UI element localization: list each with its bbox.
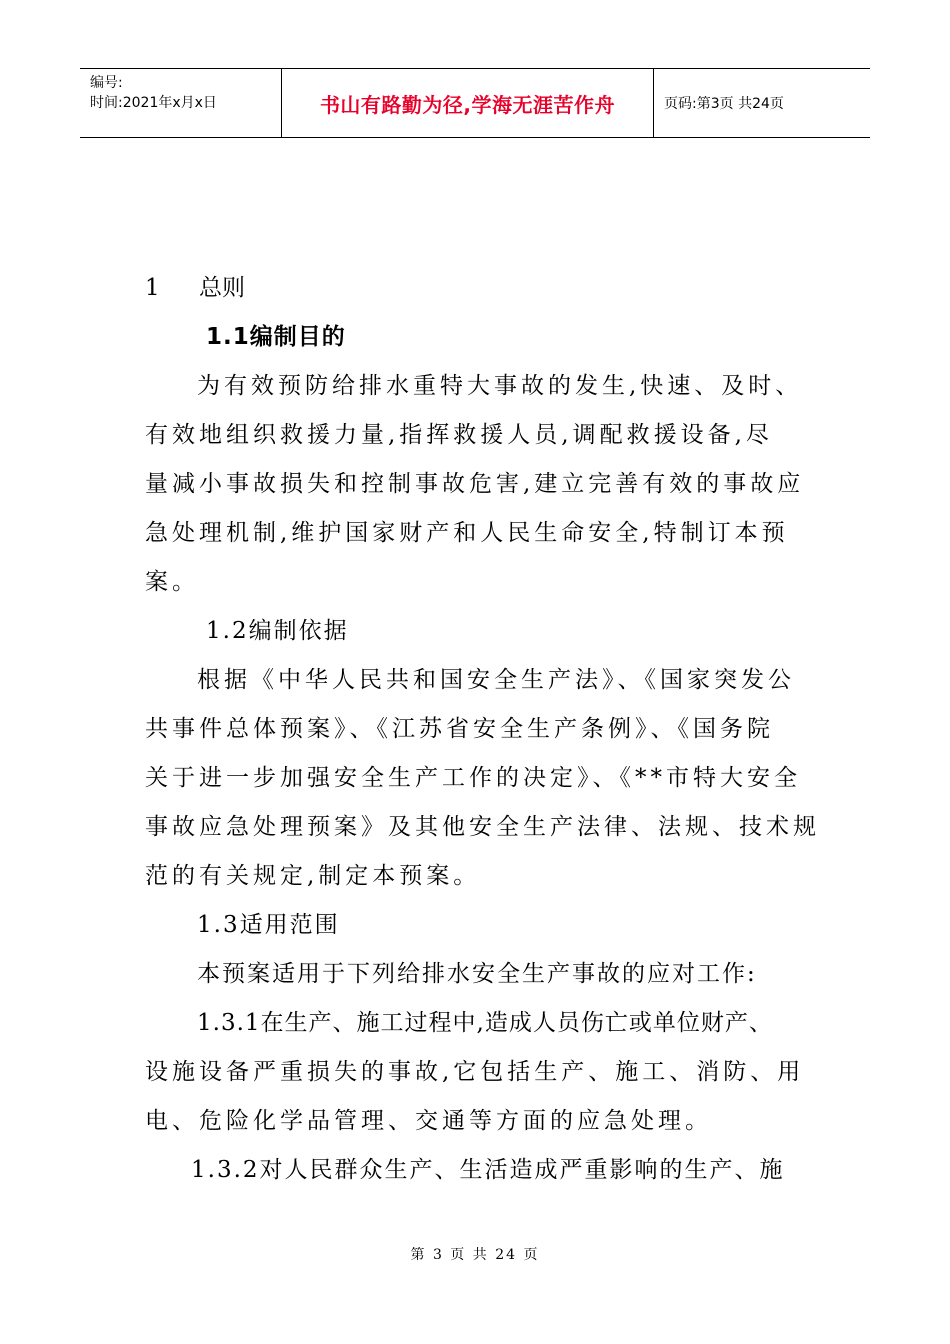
paragraph-line: 案。 [145, 569, 199, 595]
paragraph-line: 1.3.2对人民群众生产、生活造成严重影响的生产、施 [191, 1157, 785, 1183]
paragraph-line: 本预案适用于下列给排水安全生产事故的应对工作: [197, 961, 757, 987]
document-number-label: 编号: [90, 75, 123, 91]
page-footer: 第 3 页 共 24 页 [410, 1247, 540, 1263]
section-heading-1 [145, 264, 845, 313]
paragraph-line: 事故应急处理预案》及其他安全生产法律、法规、技术规 [145, 814, 820, 840]
document-time-label: 时间:2021年x月x日 [90, 95, 217, 111]
paragraph-line: 1.3.1在生产、施工过程中,造成人员伤亡或单位财产、 [197, 1010, 773, 1036]
section-title: 总则 [199, 275, 245, 301]
subsection-heading: 1.3适用范围 [197, 912, 340, 938]
subsection-heading: 1.1编制目的 [206, 324, 346, 350]
paragraph-line: 共事件总体预案》、《江苏省安全生产条例》、《国务院 [145, 716, 774, 742]
section-number: 1 [145, 275, 160, 301]
paragraph-line: 急处理机制,维护国家财产和人民生命安全,特制订本预 [145, 520, 789, 546]
paragraph-line: 电、危险化学品管理、交通等方面的应急处理。 [145, 1108, 712, 1134]
subsection-heading: 1.2编制依据 [206, 618, 349, 644]
paragraph-line: 设施设备严重损失的事故,它包括生产、施工、消防、用 [145, 1059, 805, 1085]
paragraph-line: 关于进一步加强安全生产工作的决定》、《**市特大安全 [145, 765, 801, 791]
header-meta [80, 69, 282, 137]
paragraph-line: 根据《中华人民共和国安全生产法》、《国家突发公 [197, 667, 795, 693]
header-motto: 书山有路勤为径,学海无涯苦作舟 [282, 69, 654, 137]
page-header [80, 68, 870, 138]
paragraph-line: 范的有关规定,制定本预案。 [145, 863, 481, 889]
header-page-info: 页码:第3页 共24页 [664, 96, 784, 112]
paragraph-line: 量减小事故损失和控制事故危害,建立完善有效的事故应 [145, 471, 805, 497]
paragraph-line: 有效地组织救援力量,指挥救援人员,调配救援设备,尽 [145, 422, 773, 448]
document-body [145, 264, 845, 1195]
paragraph-line: 为有效预防给排水重特大事故的发生,快速、及时、 [197, 373, 803, 399]
